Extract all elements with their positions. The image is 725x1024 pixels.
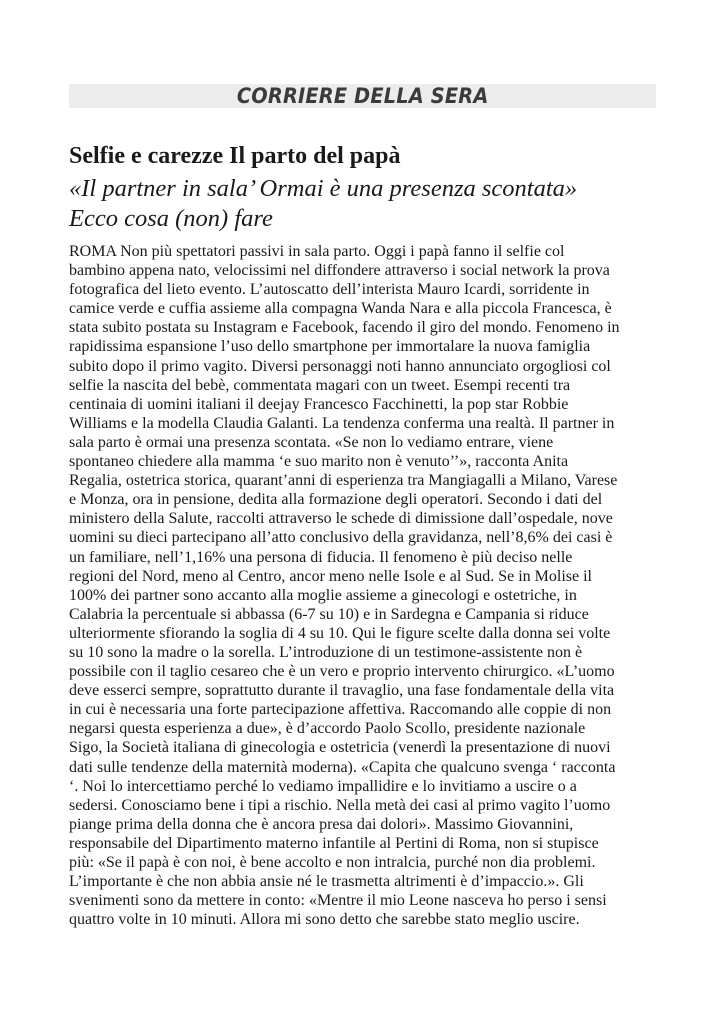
body-line: camice verde e cuffia assieme alla compagna Wanda Nara e alla piccola Francesca, è: [69, 300, 612, 318]
body-line: subito dopo il primo vagito. Diversi personaggi noti hanno annunciato orgogliosi col: [69, 357, 611, 375]
body-line: sala parto è ormai una presenza scontata. «Se non lo vediamo entrare, viene: [69, 433, 554, 451]
subheadline-line: «Il partner in sala’ Ormai è una presenza scontata»: [69, 175, 578, 202]
body-line: uomini su dieci partecipano all’atto conclusivo della gravidanza, nell’8,6% dei casi è: [69, 529, 613, 547]
body-line: Williams e la modella Claudia Galanti. La tendenza conferma una realtà. Il partner in: [69, 414, 615, 432]
article-headline: Selfie e carezze Il parto del papà: [69, 143, 401, 169]
body-line: spontaneo chiedere alla mamma ‘e suo marito non è venuto’’», racconta Anita: [69, 453, 569, 471]
body-line: deve esserci sempre, soprattutto durante il travaglio, una fase fondamentale della vita: [69, 682, 615, 700]
body-line: 100% dei partner sono accanto alla moglie assieme a ginecologi e ostetriche, in: [69, 586, 577, 604]
body-line: Sigo, la Società italiana di ginecologia e ostetricia (venerdì la presentazione di nuovi: [69, 739, 611, 757]
body-line: su 10 sono la madre o la sorella. L’introduzione di un testimone-assistente non è: [69, 643, 583, 661]
body-line: stata subito postata su Instagram e Facebook, facendo il giro del mondo. Fenomeno in: [69, 319, 620, 337]
body-line: centinaia di uomini italiani il deejay Francesco Facchinetti, la pop star Robbie: [69, 395, 569, 413]
body-line: piange prima della donna che è ancora presa dai dolori». Massimo Giovannini,: [69, 815, 574, 833]
body-line: e Monza, ora in pensione, dedita alla formazione degli operatori. Secondo i dati del: [69, 491, 603, 509]
body-line: un familiare, nell’1,16% una persona di fiducia. Il fenomeno è più deciso nelle: [69, 548, 573, 566]
article-body: [69, 242, 669, 929]
body-line: ulteriormente sfiorando la soglia di 4 su 10. Qui le figure scelte dalla donna sei volte: [69, 624, 611, 642]
body-line: Calabria la percentuale si abbassa (6-7 su 10) e in Sardegna e Campania si riduce: [69, 605, 589, 623]
body-line: più: «Se il papà è con noi, è bene accolto e non intralcia, purché non dia problemi.: [69, 854, 596, 871]
body-line: selfie la nascita del bebè, commentata magari con un tweet. Esempi recenti tra: [69, 376, 571, 394]
body-line: negarsi questa esperienza a due», è d’accordo Paolo Scollo, presidente nazionale: [69, 720, 586, 738]
body-line: regioni del Nord, meno al Centro, ancor meno nelle Isole e al Sud. Se in Molise il: [69, 567, 592, 585]
body-line: ‘. Noi lo intercettiamo perché lo vediamo impallidire e lo invitiamo a uscire o a: [69, 777, 577, 795]
body-line: svenimenti sono da mettere in conto: «Mentre il mio Leone nasceva ho perso i sensi: [69, 892, 607, 910]
newspaper-logo: CORRIERE DELLA SERA: [236, 83, 489, 108]
body-line: rapidissima espansione l’uso dello smartphone per immortalare la nuova famiglia: [69, 338, 591, 356]
body-line: dati sulle tendenze della maternità moderna). «Capita che qualcuno svenga ‘ racconta: [69, 758, 616, 776]
body-line: quattro volte in 10 minuti. Allora mi sono detto che sarebbe stato meglio uscire.: [69, 911, 580, 929]
body-line: in cui è necessaria una forte partecipazione affettiva. Raccomando alle coppie di non: [69, 701, 612, 719]
body-line: possibile con il taglio cesareo che è un vero e proprio intervento chirurgico. «L’uomo: [69, 663, 615, 681]
body-line: Regalia, ostetrica storica, quarant’anni di esperienza tra Mangiagalli a Milano, Varese: [69, 472, 618, 490]
body-line: L’importante è che non abbia ansie né le trasmetta altrimenti è d’impaccio.». Gli: [69, 873, 584, 891]
body-line: ROMA Non più spettatori passivi in sala parto. Oggi i papà fanno il selfie col: [69, 243, 565, 260]
body-line: fotografica del lieto evento. L’autoscatto dell’interista Mauro Icardi, sorridente in: [69, 281, 590, 299]
body-line: ministero della Salute, raccolti attraverso le schede di dimissione dall’ospedale, nove: [69, 510, 613, 528]
body-line: sedersi. Conosciamo bene i tipi a rischio. Nella metà dei casi al primo vagito l’uomo: [69, 796, 611, 814]
masthead-bar: [69, 84, 656, 108]
body-line: bambino appena nato, velocissimi nel diffondere attraverso i social network la prova: [69, 262, 610, 280]
body-line: responsabile del Dipartimento materno infantile al Pertini di Roma, non si stupisce: [69, 834, 599, 852]
article-subheadline: [69, 174, 679, 234]
subheadline-line: Ecco cosa (non) fare: [69, 205, 273, 232]
